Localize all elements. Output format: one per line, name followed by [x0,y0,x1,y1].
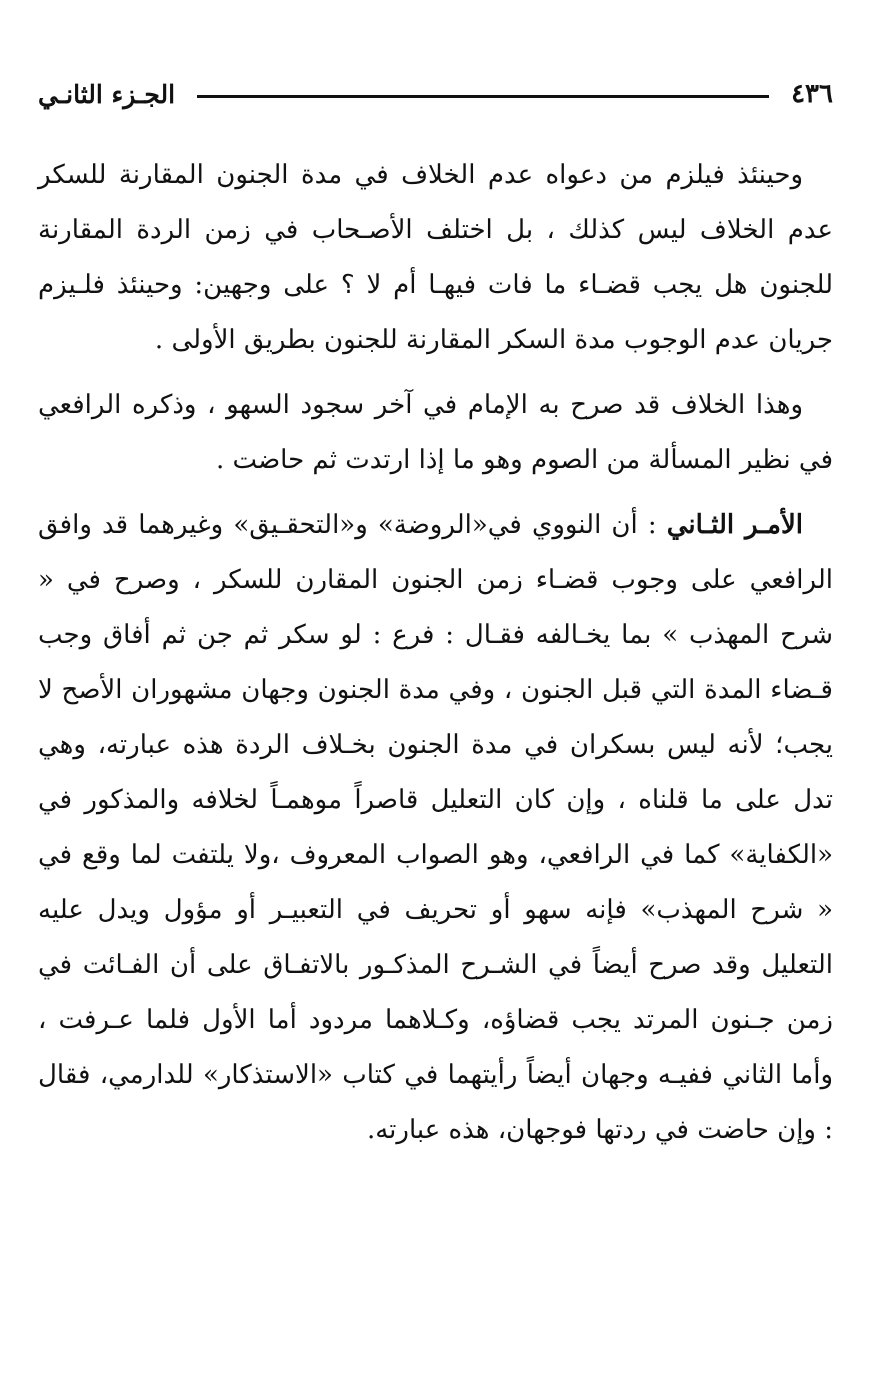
paragraph [38,498,833,1158]
running-header [38,72,833,116]
page-number: ٤٣٦ [791,79,833,109]
paragraph-text: وحينئذ فيلزم من دعواه عدم الخلاف في مدة الجنون المقارنة للسكر عدم الخلاف ليس كذلك ، بل اختلف الأصـحاب في زمن الردة المقارنة للجنون هل يجب قضـاء ما فات فيهـا أم لا ؟ على وجهين: وحينئذ فلـيزم جريان عدم الوجوب مدة السكر المقارنة للجنون بطريق الأولى . [38,160,833,355]
paragraph-text: وهذا الخلاف قد صرح به الإمام في آخر سجود السهو ، وذكره الرافعي في نظير المسألة من الصوم وهو ما إذا ارتدت ثم حاضت . [38,390,833,475]
section-lead-term: الأمـر الثـاني [666,510,803,540]
paragraph [38,148,833,368]
paragraph [38,378,833,488]
body-text [38,148,833,1168]
header-rule [197,95,769,98]
part-title: الجـزء الثانـي [38,79,176,109]
paragraph-text: : أن النووي في«الروضة» و«التحقـيق» وغيرهما قد وافق الرافعي على وجوب قضـاء زمن الجنون المقارن للسكر ، وصرح في « شرح المهذب » بما يخـالفه فقـال : فرع : لو سكر ثم جن ثم أفاق وجب قـضاء المدة التي قبل الجنون ، وفي مدة الجنون وجهان مشهوران الأصح لا يجب؛ لأنه ليس بسكران في مدة الجنون بخـلاف الردة هذه عبارته، وهي تدل على ما قلناه ، وإن كان التعليل قاصراً موهمـاً لخلافه والمذكور في «الكفاية» كما في الرافعي، وهو الصواب المعروف ،ولا يلتفت لما وقع في « شرح المهذب» فإنه سهو أو تحريف في التعبيـر أو مؤول ويدل عليه التعليل وقد صرح أيضاً في الشـرح المذكـور بالاتفـاق على أن الفـائت في زمن جـنون المرتد يجب قضاؤه، وكـلاهما مردود أما الأول فلما عـرفت ، وأما الثاني ففيـه وجهان أيضاً رأيتهما في كتاب «الاستذكار» للدارمي، فقال : وإن حاضت في ردتها فوجهان، هذه عبارته. [38,510,833,1145]
